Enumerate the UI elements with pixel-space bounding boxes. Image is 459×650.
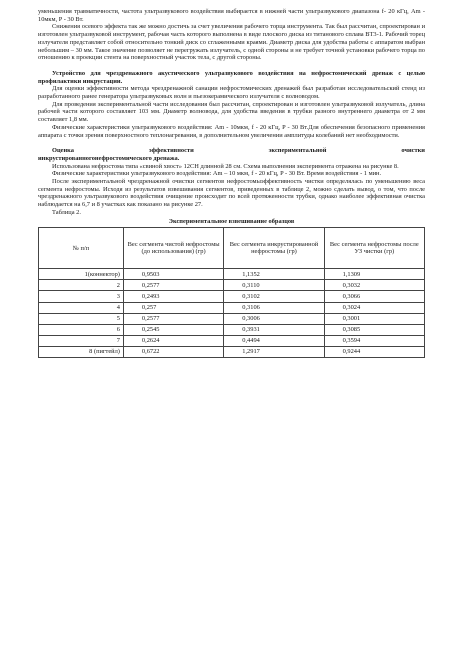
table-cell: 0,3102 [224,291,324,302]
table-cell: 0,3001 [324,313,424,324]
table-title: Экспериментальное взвешивание образцов [168,217,295,225]
section-2-heading [38,147,425,155]
table-cell: 4 [39,302,124,313]
table-cell: 0,3085 [324,324,424,335]
table-header-cell: Вес сегмента чистой нефростомы (до использования) (гр) [123,228,223,269]
table-cell: 0,3032 [324,280,424,291]
table-cell: 2 [39,280,124,291]
table-cell: 3 [39,291,124,302]
table-cell: 0,2577 [123,313,223,324]
table-cell: 0,9244 [324,346,424,357]
table-cell: 0,2493 [123,291,223,302]
table-header-row [39,228,425,269]
table-cell: 5 [39,313,124,324]
table-cell: 0,9503 [123,269,223,280]
section-2-paragraph-1: Использована нефростома типа «свиной хвост» 12СН длинной 28 см. Схема выполнения эксперимента отражена на рисунке 8. [52,162,399,170]
section-2-heading-word: Оценка [52,147,74,155]
table-cell: 1,2917 [224,346,324,357]
section-2-paragraph-2: Физические характеристики ультразвукового воздействия: Am – 10 мкм, f - 20 кГц, P - 30 Вт. Время воздействия - 1 мин. [52,170,382,178]
table-caption: Таблица 2. [52,208,81,216]
intro-paragraph-2: Снижения осевого эффекта так же можно достичь за счет увеличения рабочего торца инструмента. Так был рассчитан, спроектирован и изготовлен ультразвуковой инструмент, рабочая часть которого выполнена в виде плоского диска из титанового сплава ВТ3-1. Рабочий торец излучателя представляет собой относительно тонкий диск со сглаженными краями. Диаметр диска для удобства работы с аппаратом выбран небольшим – 30 мм. Такое значение позволяет не перегружать излучатель, с одной стороны и не требует точной установки рабочего торца по отношению к проекции стента на поверхностный участок тела, с другой стороны. [38,23,425,62]
weighing-table [38,227,425,358]
table-row [39,280,425,291]
table-cell: 0,3106 [224,302,324,313]
table-row [39,313,425,324]
table-cell: 1,1309 [324,269,424,280]
table-cell: 0,2545 [123,324,223,335]
table-cell: 0,3931 [224,324,324,335]
table-cell: 1,1352 [224,269,324,280]
section-2-heading-line-2: инкрустированногонефростомического дренажа. [38,154,180,162]
intro-paragraph-1: уменьшения травматичности, частота ультразвукового воздействия выбирается в нижней части ультразвукового диапазона f- 20 кГц, Am - 10мкм, P - 30 Вт. [38,8,425,23]
table-row [39,291,425,302]
table-header-cell: Вес сегмента нефростомы после УЗ чистки (гр) [324,228,424,269]
table-cell: 0,2577 [123,280,223,291]
table-cell: 0,3006 [224,313,324,324]
table-row [39,269,425,280]
section-2-heading-word: экспериментальной [268,147,327,155]
table-row [39,335,425,346]
section-1-paragraph-3: Физические характеристики ультразвукового воздействия: Am - 10мкм, f - 20 кГц, P - 30 Вт.Для обеспечения безопасного применения аппарата с точки зрения поверхностного теплонагревания, в дополнительном увеличении амплитуды колебаний нет необходимости. [38,123,425,139]
section-2-heading-word: эффективности [148,147,194,155]
table-cell: 0,4494 [224,335,324,346]
section-1-heading: Устройство для чрездренажного акустического ультразвукового воздействия на нефростомический дренаж с целью профилактики инкрустации. [38,69,425,85]
table-row [39,346,425,357]
table-cell: 0,6722 [123,346,223,357]
table-cell: 0,257 [123,302,223,313]
table-cell: 0,3594 [324,335,424,346]
section-1-paragraph-1: Для оценки эффективности метода чрездренажной санации нефростомических дренажей был разработан исследовательский стенд из разработанного ранее генератора ультразвуковых волн и пьезокерамического излучателя с волноводом. [38,85,425,101]
table-cell: 7 [39,335,124,346]
table-header-cell: № п/п [39,228,124,269]
table-cell: 0,3110 [224,280,324,291]
table-header-cell: Вес сегмента инкрустированной нефростомы (гр) [224,228,324,269]
section-2-paragraph-3: После экспериментальной чрездренажной очистки сегментов нефростомыэффективность чистки определялась по уменьшению веса сегмента нефростомы. Исходя из результатов взвешивания сегментов, приведенных в таблице 2, можно сделать вывод, о том, что после чрездренажного ультразвукового воздействия очищение происходит по всей протяженности трубки, однако наиболее эффективная очистка наблюдается на 6,7 и 8 участках как показано на рисунке 27. [38,178,425,209]
table-cell: 0,3024 [324,302,424,313]
table-row [39,302,425,313]
table-cell: 0,3066 [324,291,424,302]
table-cell: 6 [39,324,124,335]
table-cell: 1(коннектор) [39,269,124,280]
table-row [39,324,425,335]
table-cell: 8 (пигтейл) [39,346,124,357]
section-1-paragraph-2: Для проведения экспериментальной части исследования был рассчитан, спроектирован и изготовлен ультразвуковой излучатель, длина рабочей части которого составляет 103 мм. Диаметр волновода, для удобства введения в трубки разного внутреннего диаметра от 2 мм составляет 1,8 мм. [38,100,425,124]
section-2-heading-word: очистки [401,147,425,155]
table-cell: 0,2624 [123,335,223,346]
